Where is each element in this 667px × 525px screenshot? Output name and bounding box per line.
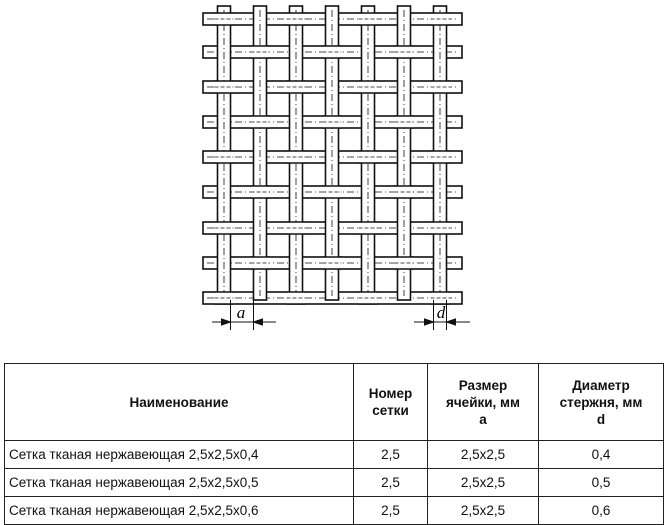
table-row [5, 441, 664, 469]
weave-crossing [431, 81, 450, 93]
cell-name: Сетка тканая нержавеющая 2,5х2,5х0,6 [5, 497, 354, 525]
weave-crossing [287, 292, 306, 304]
weave-crossing [323, 257, 342, 269]
cell-name: Сетка тканая нержавеющая 2,5х2,5х0,5 [5, 469, 354, 497]
weave-crossing [251, 116, 270, 128]
weave-crossing [395, 116, 414, 128]
cell-size: 2,5х2,5 [428, 469, 539, 497]
weave-crossing [359, 151, 378, 163]
weave-crossing [215, 151, 234, 163]
cell-number: 2,5 [354, 497, 428, 525]
header-name: Наименование [5, 364, 354, 441]
weave-crossing [395, 186, 414, 198]
weave-crossing [215, 222, 234, 234]
cell-diameter: 0,5 [539, 469, 664, 497]
header-number-line: Номер [368, 386, 413, 401]
weave-crossing [215, 13, 234, 25]
header-size-line: a [479, 411, 487, 427]
weave-crossing [251, 46, 270, 58]
table-row [5, 469, 664, 497]
weave-crossing [323, 116, 342, 128]
header-diameter-line: стержня, мм [559, 394, 643, 410]
arrowhead [222, 319, 231, 325]
header-diameter-line: d [596, 411, 606, 427]
table-header-row [5, 364, 664, 441]
cell-number: 2,5 [354, 469, 428, 497]
arrowhead [425, 319, 434, 325]
cell-size: 2,5х2,5 [428, 497, 539, 525]
weave-crossing [431, 151, 450, 163]
header-number [354, 364, 428, 441]
table-row [5, 497, 664, 525]
weave-crossing [359, 81, 378, 93]
cell-name: Сетка тканая нержавеющая 2,5х2,5х0,4 [5, 441, 354, 469]
weave-crossing [287, 222, 306, 234]
cell-diameter: 0,6 [539, 497, 664, 525]
cell-diameter: 0,4 [539, 441, 664, 469]
weave-crossing [431, 13, 450, 25]
mesh-opening-label: a [236, 303, 246, 322]
header-diameter [539, 364, 664, 441]
weave-crossing [395, 46, 414, 58]
arrowhead [447, 319, 456, 325]
weave-crossing [215, 81, 234, 93]
weave-crossing [359, 13, 378, 25]
weave-crossing [287, 13, 306, 25]
weave-crossing [359, 292, 378, 304]
header-size-line: Размер [458, 377, 508, 393]
cell-number: 2,5 [354, 441, 428, 469]
weave-crossing [395, 257, 414, 269]
header-number-line: сетки [372, 403, 409, 418]
weave-crossing [251, 186, 270, 198]
arrowhead [254, 319, 263, 325]
header-size-line: ячейки, мм [445, 394, 521, 410]
weave-crossing [323, 46, 342, 58]
header-size [428, 364, 539, 441]
weave-crossing [251, 257, 270, 269]
header-diameter-line: Диаметр [572, 377, 630, 393]
weave-crossing [431, 222, 450, 234]
weave-crossing [323, 186, 342, 198]
wire-diameter-label: d [436, 303, 446, 322]
cell-size: 2,5х2,5 [428, 441, 539, 469]
spec-table [4, 363, 664, 525]
mesh-weave [203, 6, 462, 304]
weave-crossing [359, 222, 378, 234]
weave-crossing [287, 151, 306, 163]
weave-crossing [287, 81, 306, 93]
